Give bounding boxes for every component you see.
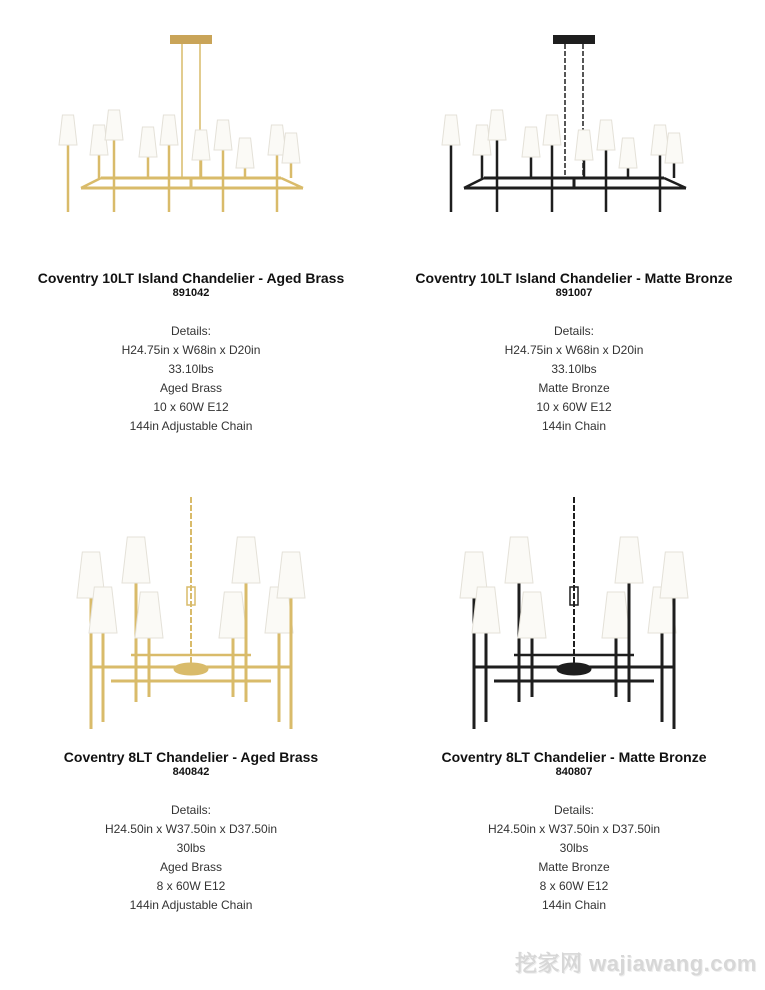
details-label: Details:: [170, 324, 211, 338]
product-details: [383, 801, 765, 915]
watermark: 挖家网 wajiawang.com: [515, 951, 757, 976]
details-bulbs: 8 x 60W E12: [156, 879, 226, 893]
island-chandelier-bronze-image: [424, 20, 724, 230]
lamp-shade: [135, 592, 163, 638]
details-chain: 144in Adjustable Chain: [129, 419, 253, 433]
lamp-shade: [505, 537, 533, 583]
product-details: [0, 322, 382, 436]
details-weight: 30lbs: [559, 841, 589, 855]
product-image: [383, 20, 765, 250]
details-dimensions: H24.75in x W68in x D20in: [121, 343, 261, 357]
details-bulbs: 10 x 60W E12: [153, 400, 229, 414]
lamp-shade: [89, 587, 117, 633]
product-details: [383, 322, 765, 436]
product-card-840842: [0, 497, 382, 915]
product-card-891042: [0, 20, 382, 436]
lamp-shade: [442, 115, 460, 145]
lamp-shade: [105, 110, 123, 140]
details-chain: 144in Chain: [541, 898, 607, 912]
lamp-shade: [122, 537, 150, 583]
lamp-shade: [232, 537, 260, 583]
lamp-shade: [488, 110, 506, 140]
details-chain: 144in Chain: [541, 419, 607, 433]
product-sku: 840807: [555, 766, 593, 778]
details-finish: Aged Brass: [159, 860, 223, 874]
lamp-shade: [277, 552, 305, 598]
product-card-840807: [383, 497, 765, 915]
lamp-shade: [665, 133, 683, 163]
round-chandelier-bronze-image: [444, 497, 704, 737]
product-image: [0, 497, 382, 727]
lamp-shade: [59, 115, 77, 145]
product-card-891007: [383, 20, 765, 436]
product-sku: 840842: [172, 766, 210, 778]
lamp-shade: [160, 115, 178, 145]
product-image: [0, 20, 382, 250]
lamp-shade: [282, 133, 300, 163]
details-dimensions: H24.50in x W37.50in x D37.50in: [487, 822, 661, 836]
lamp-shade: [192, 130, 210, 160]
product-title: Coventry 8LT Chandelier - Aged Brass: [63, 749, 319, 765]
details-finish: Matte Bronze: [538, 860, 610, 874]
lamp-shade: [472, 587, 500, 633]
product-title: Coventry 10LT Island Chandelier - Matte Bronze: [415, 270, 733, 286]
details-dimensions: H24.75in x W68in x D20in: [504, 343, 644, 357]
details-finish: Aged Brass: [159, 381, 223, 395]
lamp-shade: [660, 552, 688, 598]
product-title: Coventry 8LT Chandelier - Matte Bronze: [441, 749, 707, 765]
details-weight: 30lbs: [176, 841, 206, 855]
details-finish: Matte Bronze: [538, 381, 610, 395]
product-sku: 891007: [555, 287, 593, 299]
lamp-shade: [139, 127, 157, 157]
lamp-shade: [236, 138, 254, 168]
details-label: Details:: [553, 803, 594, 817]
product-title: Coventry 10LT Island Chandelier - Aged Brass: [37, 270, 345, 286]
details-bulbs: 10 x 60W E12: [536, 400, 612, 414]
product-image: [383, 497, 765, 727]
lamp-shade: [518, 592, 546, 638]
island-chandelier-brass-image: [41, 20, 341, 230]
lamp-shade: [615, 537, 643, 583]
round-chandelier-brass-image: [61, 497, 321, 737]
details-dimensions: H24.50in x W37.50in x D37.50in: [104, 822, 278, 836]
details-weight: 33.10lbs: [551, 362, 597, 376]
details-weight: 33.10lbs: [168, 362, 214, 376]
lamp-shade: [619, 138, 637, 168]
lamp-shade: [543, 115, 561, 145]
details-bulbs: 8 x 60W E12: [539, 879, 609, 893]
lamp-shade: [522, 127, 540, 157]
lamp-shade: [597, 120, 615, 150]
details-label: Details:: [170, 803, 211, 817]
product-details: [0, 801, 382, 915]
lamp-shade: [214, 120, 232, 150]
product-sku: 891042: [172, 287, 210, 299]
lamp-shade: [602, 592, 630, 638]
details-chain: 144in Adjustable Chain: [129, 898, 253, 912]
lamp-shade: [575, 130, 593, 160]
details-label: Details:: [553, 324, 594, 338]
lamp-shade: [219, 592, 247, 638]
